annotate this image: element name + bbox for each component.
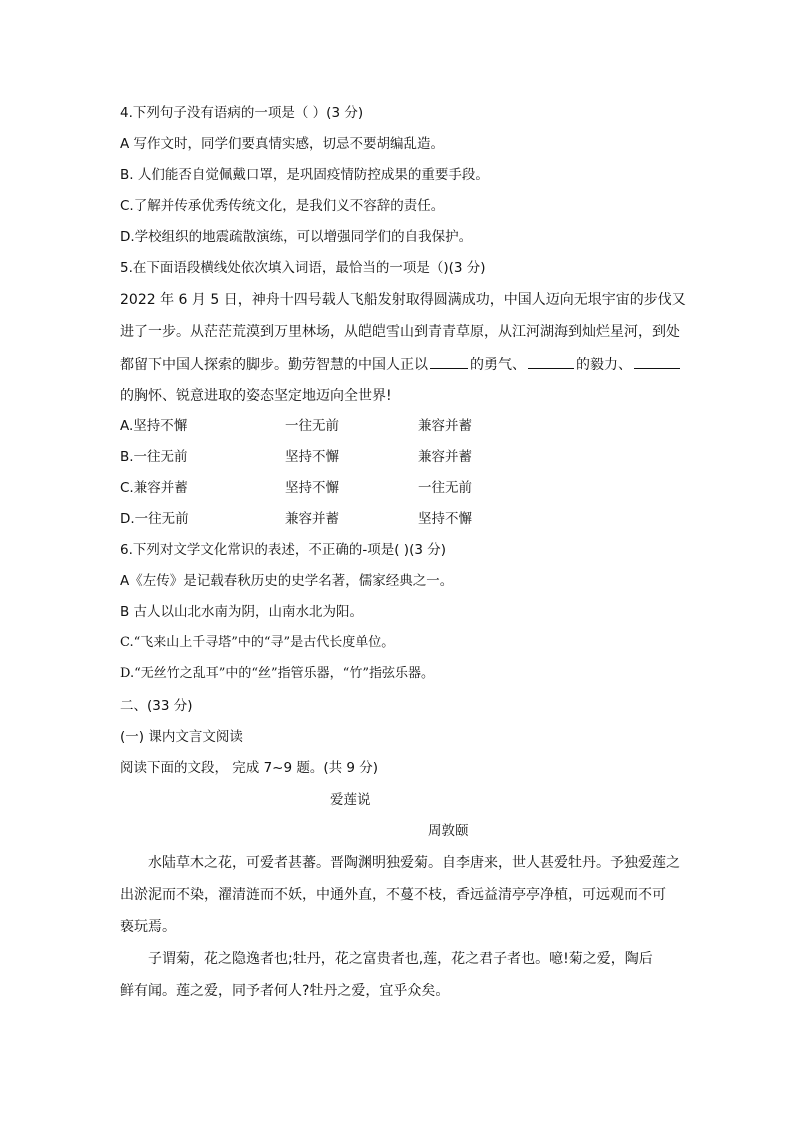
option-word-2: 坚持不懈: [285, 480, 339, 496]
option-word-3: 坚持不懈: [418, 511, 472, 527]
q5-passage-line-2: 进了一步。从茫茫荒漠到万里林场，从皑皑雪山到青青草原，从江河湖海到灿烂星河，到处: [120, 324, 680, 340]
passage-line: 鲜有闻。莲之爱，同予者何人?牡丹之爱，宜乎众矣。: [120, 983, 450, 999]
q4-option-b: B. 人们能否自觉佩戴口罩，是巩固疫情防控成果的重要手段。: [120, 167, 489, 183]
option-word-2: 坚持不懈: [285, 449, 339, 465]
q5-passage-line-1: 2022 年 6 月 5 日，神舟十四号载人飞船发射取得圆满成功，中国人迈向无垠宇宙的步伐又: [120, 292, 686, 308]
option-word-3: 一往无前: [418, 480, 472, 496]
passage-line: 亵玩焉。: [120, 919, 176, 935]
passage-line: 子谓菊，花之隐逸者也;牡丹，花之富贵者也,莲，花之君子者也。噫!菊之爱，陶后: [148, 951, 653, 967]
answer-blank-2: [528, 354, 574, 369]
q5-passage-line-3: [120, 354, 682, 375]
option-word-2: 一往无前: [285, 418, 339, 434]
option-label: C.兼容并蓄: [120, 480, 188, 496]
q5-passage-segment: 的毅力、: [576, 357, 632, 373]
answer-blank-3: [634, 354, 680, 369]
answer-blank-1: [430, 354, 468, 369]
q4-option-d: D.学校组织的地震疏散演练，可以增强同学们的自我保护。: [120, 229, 473, 245]
q6-stem: 6.下列对文学文化常识的表述，不正确的-项是( )(3 分): [120, 542, 446, 558]
q5-passage-line-4: 的胸怀、锐意进取的姿态坚定地迈向全世界!: [120, 388, 392, 404]
subsection-heading: (一) 课内文言文阅读: [120, 729, 243, 745]
q4-option-c: C.了解并传承优秀传统文化，是我们义不容辞的责任。: [120, 198, 445, 214]
option-label: A.坚持不懈: [120, 418, 188, 434]
q6-option-b: B 古人以山北水南为阴，山南水北为阳。: [120, 604, 364, 620]
q6-option-c: C.“飞来山上千寻塔”中的“寻”是古代长度单位。: [120, 635, 395, 650]
section-heading: 二、(33 分): [120, 698, 193, 714]
option-word-3: 兼容并蓄: [418, 449, 472, 465]
passage-author: 周敦颐: [428, 823, 469, 839]
option-label: D.一往无前: [120, 511, 189, 527]
q6-option-a: A《左传》是记载春秋历史的史学名著，儒家经典之一。: [120, 573, 454, 589]
q5-passage-segment: 的勇气、: [470, 357, 526, 373]
reading-instruction: 阅读下面的文段， 完成 7~9 题。(共 9 分): [120, 760, 379, 776]
q6-option-d: D.“无丝竹之乱耳”中的“丝”指管乐器，“竹”指弦乐器。: [120, 666, 434, 681]
passage-title: 爱莲说: [330, 792, 371, 808]
option-label: B.一往无前: [120, 449, 188, 465]
q4-stem: 4.下列句子没有语病的一项是（ ）(3 分): [120, 105, 364, 121]
q5-passage-segment: 都留下中国人探索的脚步。勤劳智慧的中国人正以: [120, 357, 428, 373]
option-word-3: 兼容并蓄: [418, 418, 472, 434]
option-word-2: 兼容并蓄: [285, 511, 339, 527]
passage-line: 水陆草木之花，可爱者甚蕃。晋陶渊明独爱菊。自李唐来，世人甚爱牡丹。予独爱莲之: [148, 855, 680, 871]
q5-stem: 5.在下面语段横线处依次填入词语，最恰当的一项是（)(3 分): [120, 260, 486, 276]
passage-line: 出淤泥而不染，濯清涟而不妖，中通外直，不蔓不枝，香远益清亭亭净植，可远观而不可: [120, 887, 666, 903]
q4-option-a: A 写作文时，同学们要真情实感，切忌不要胡编乱造。: [120, 136, 445, 152]
